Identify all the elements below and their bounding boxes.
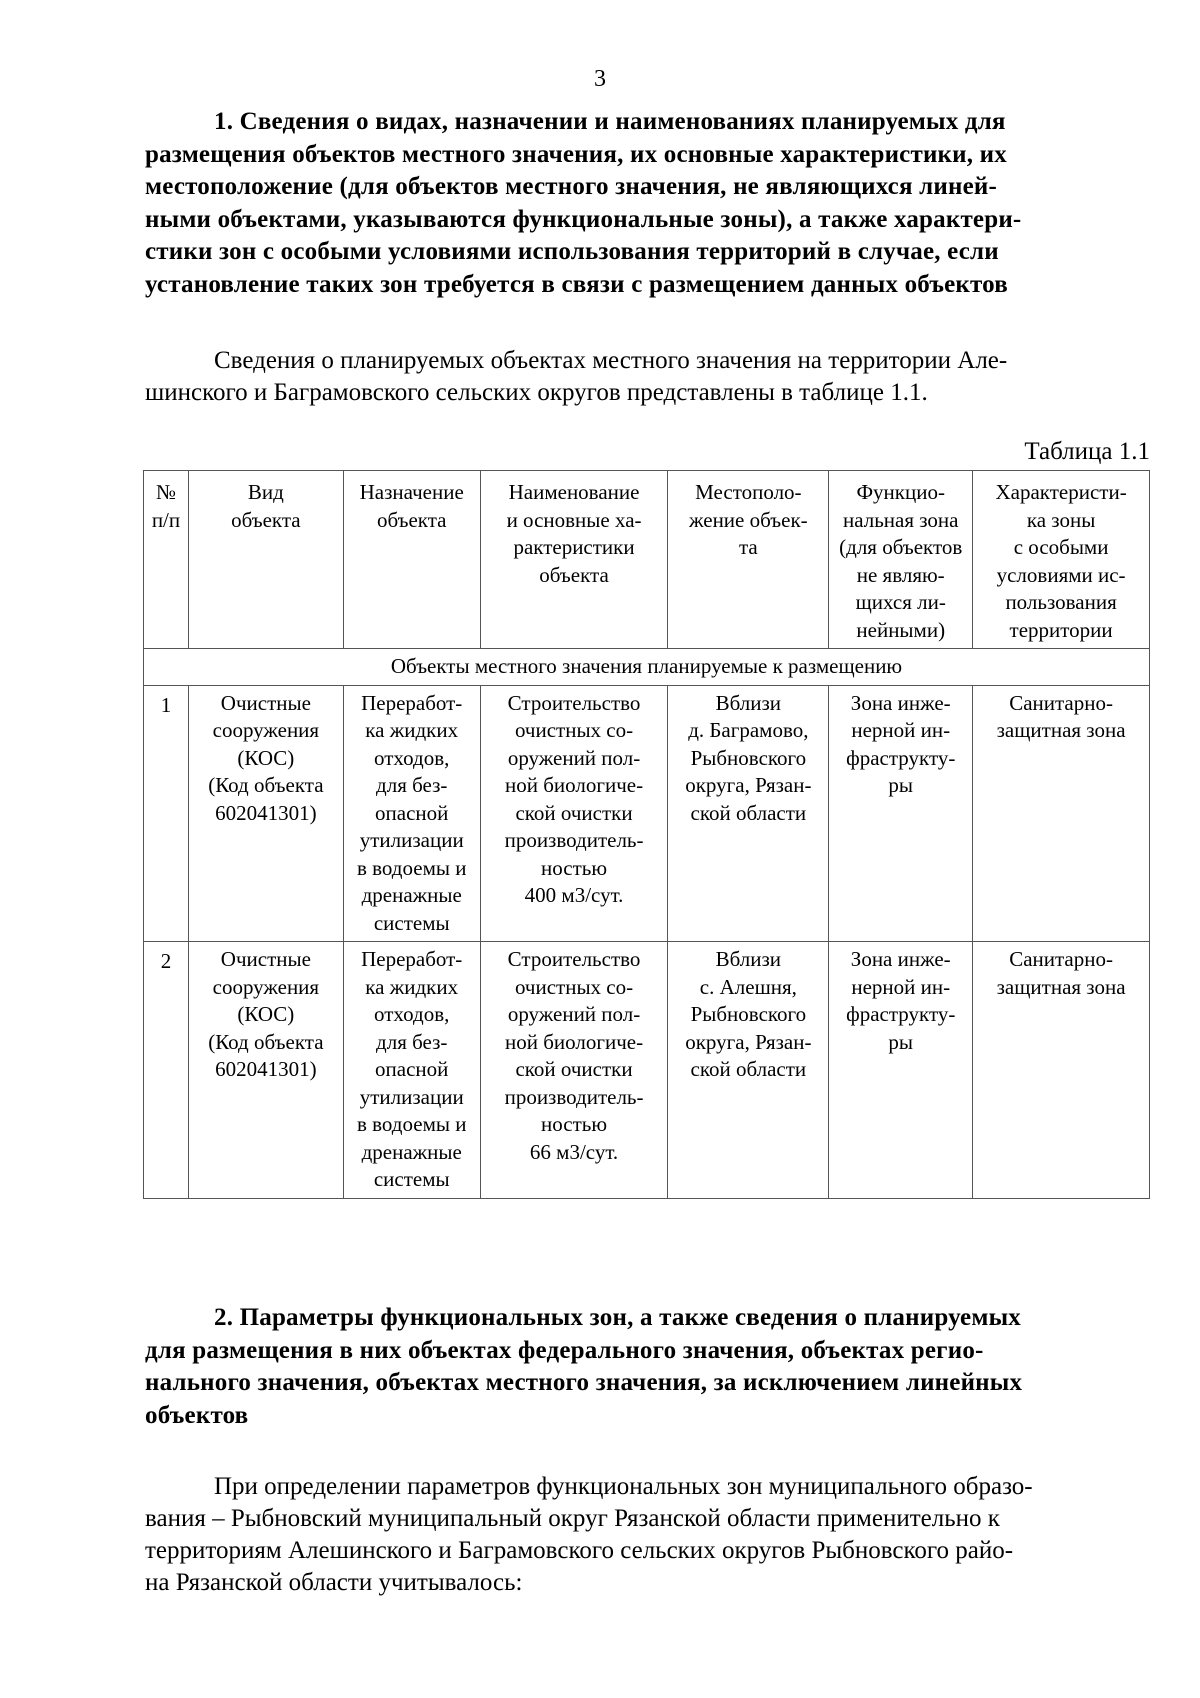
cell-text-line: Рыбновского <box>690 745 807 770</box>
header-text-line: Вид <box>247 480 284 504</box>
cell-text-line: сооружения <box>212 718 320 742</box>
table-cell <box>829 942 973 1199</box>
cell-text-line: ной биологиче- <box>504 773 644 797</box>
paragraph-line: на Рязанской области учитывалось: <box>145 1569 523 1596</box>
header-text-line: территории <box>1009 617 1113 642</box>
table-row <box>144 942 1150 1199</box>
cell-text-line: утилизации <box>359 1084 464 1109</box>
table-section-title: Объекты местного значения планируемые к размещению <box>144 649 1150 686</box>
cell-text-line: 66 м3/сут. <box>529 1139 619 1164</box>
cell-text-line: в водоемы и <box>356 1112 467 1136</box>
heading-line: 2. Параметры функциональных зон, а также сведения о планируемых <box>214 1304 1021 1331</box>
cell-text-line: сооружения <box>212 974 320 999</box>
cell-text-line: утилизации <box>359 828 464 852</box>
section1-paragraph <box>145 345 1150 409</box>
cell-text-line: 2 <box>160 949 172 973</box>
table-header-cell <box>144 471 189 649</box>
cell-text-line: Переработ- <box>361 947 463 971</box>
paragraph-line: шинского и Баграмовского сельских округов представлены в таблице 1.1. <box>145 379 928 406</box>
table-header-cell <box>188 471 343 649</box>
header-text-line: та <box>738 535 758 559</box>
cell-text-line: (Код объекта <box>208 1029 324 1054</box>
header-text-line: нальная зона <box>842 507 959 532</box>
cell-text-line: системы <box>373 910 450 935</box>
cell-text-line: ры <box>888 773 914 797</box>
cell-text-line: Санитарно- <box>1009 690 1113 715</box>
heading-line: для размещения в них объектах федерального значения, объектах регио- <box>145 1336 984 1364</box>
cell-text-line: д. Баграмово, <box>688 718 809 742</box>
table-cell <box>188 685 343 942</box>
cell-text-line: (Код объекта <box>208 773 324 797</box>
heading-line: размещения объектов местного значения, их основные характеристики, их <box>145 140 1007 168</box>
cell-text-line: ры <box>888 1029 914 1054</box>
header-text-line: и основные ха- <box>506 507 642 532</box>
objects-table <box>143 470 1150 1199</box>
table-cell <box>480 942 668 1199</box>
header-text-line: не являю- <box>856 562 945 587</box>
header-text-line: Местополо- <box>695 480 802 504</box>
header-text-line: объекта <box>539 562 609 587</box>
table-cell <box>668 942 829 1199</box>
cell-text-line: ной биологиче- <box>504 1029 644 1054</box>
cell-text-line: дренажные <box>361 883 462 907</box>
cell-text-line: для без- <box>376 1029 448 1054</box>
header-text-line: объекта <box>376 507 447 532</box>
table-cell <box>188 942 343 1199</box>
table-header-cell <box>480 471 668 649</box>
cell-text-line: производитель- <box>504 1084 644 1109</box>
table-header-cell <box>343 471 480 649</box>
cell-text-line: оружений пол- <box>507 1002 641 1026</box>
paragraph-line: территориям Алешинского и Баграмовского сельских округов Рыбновского райо- <box>145 1537 1014 1564</box>
cell-text-line: нерной ин- <box>851 718 951 742</box>
table-header-row <box>144 471 1150 649</box>
heading-line: объектов <box>145 1401 249 1429</box>
cell-text-line: Зона инже- <box>850 690 951 715</box>
header-text-line: п/п <box>151 507 181 532</box>
header-text-line: рактеристики <box>513 535 635 559</box>
table-cell <box>343 942 480 1199</box>
table-cell <box>973 942 1150 1199</box>
section2-heading <box>145 1302 1150 1432</box>
heading-line: местоположение (для объектов местного значения, не являющихся линей- <box>145 173 998 200</box>
table-row <box>144 685 1150 942</box>
cell-text-line: фраструкту- <box>846 745 956 770</box>
cell-text-line: с. Алешня, <box>699 974 797 999</box>
cell-text-line: 602041301) <box>215 800 317 825</box>
header-text-line: условиями ис- <box>996 562 1126 587</box>
paragraph-line: Сведения о планируемых объектах местного значения на территории Але- <box>214 347 1008 374</box>
header-text-line: Характеристи- <box>995 480 1127 504</box>
cell-text-line: Очистные <box>220 947 311 971</box>
header-text-line: Назначение <box>359 480 464 504</box>
header-text-line: № <box>155 480 176 504</box>
table-cell <box>973 685 1150 942</box>
header-text-line: Функцио- <box>856 480 945 504</box>
cell-text-line: защитная зона <box>996 974 1126 999</box>
table-cell <box>343 685 480 942</box>
table-header-cell <box>829 471 973 649</box>
cell-text-line: (КОС) <box>237 745 295 770</box>
cell-text-line: ностью <box>541 1112 608 1136</box>
table-caption: Таблица 1.1 <box>1024 438 1150 465</box>
cell-text-line: в водоемы и <box>356 855 467 880</box>
cell-text-line: опасной <box>375 1057 449 1081</box>
table-cell <box>668 685 829 942</box>
heading-line: 1. Сведения о видах, назначении и наименованиях планируемых для <box>214 108 1006 135</box>
cell-text-line: дренажные <box>361 1139 462 1164</box>
cell-text-line: ской очистки <box>515 800 633 825</box>
cell-text-line: очистных со- <box>514 718 634 742</box>
cell-text-line: производитель- <box>504 828 644 852</box>
cell-text-line: системы <box>373 1167 450 1191</box>
heading-line: установление таких зон требуется в связи с размещением данных объектов <box>145 270 1008 298</box>
table-cell <box>144 685 189 942</box>
table-cell <box>144 942 189 1199</box>
cell-text-line: фраструкту- <box>846 1002 956 1026</box>
cell-text-line: нерной ин- <box>851 974 951 999</box>
cell-text-line: ностью <box>541 855 608 880</box>
cell-text-line: 1 <box>160 692 172 717</box>
heading-line: ными объектами, указываются функциональные зоны), а также характери- <box>145 205 1022 233</box>
cell-text-line: ка жидких <box>365 974 459 999</box>
section2-paragraph <box>145 1471 1150 1599</box>
header-text-line: (для объектов <box>839 535 963 559</box>
header-text-line: Наименование <box>508 480 640 504</box>
heading-line: стики зон с особыми условиями использования территорий в случае, если <box>145 238 999 265</box>
cell-text-line: Санитарно- <box>1009 947 1113 971</box>
cell-text-line: Рыбновского <box>690 1002 807 1026</box>
table-section-row <box>144 649 1150 686</box>
cell-text-line: Переработ- <box>361 690 463 715</box>
table-cell <box>480 685 668 942</box>
cell-text-line: Строительство <box>507 947 641 971</box>
section1-heading <box>145 106 1150 301</box>
paragraph-line: При определении параметров функциональных зон муниципального образо- <box>214 1473 1033 1500</box>
cell-text-line: ской области <box>690 1057 807 1081</box>
header-text-line: пользования <box>1005 590 1117 614</box>
header-text-line: нейными) <box>856 617 946 642</box>
table-header-cell <box>668 471 829 649</box>
cell-text-line: Очистные <box>220 690 311 715</box>
cell-text-line: округа, Рязан- <box>685 773 812 797</box>
cell-text-line: отходов, <box>374 745 450 770</box>
page-number: 3 <box>594 66 606 92</box>
cell-text-line: опасной <box>375 800 449 825</box>
table-cell <box>829 685 973 942</box>
cell-text-line: ской области <box>690 800 807 825</box>
cell-text-line: округа, Рязан- <box>685 1029 812 1054</box>
cell-text-line: для без- <box>376 773 448 797</box>
heading-line: нального значения, объектах местного значения, за исключением линейных <box>145 1369 1023 1396</box>
cell-text-line: Строительство <box>507 690 641 715</box>
header-text-line: объекта <box>231 507 301 532</box>
cell-text-line: Вблизи <box>715 947 782 971</box>
header-text-line: жение объек- <box>689 507 808 532</box>
table-header-cell <box>973 471 1150 649</box>
cell-text-line: оружений пол- <box>507 745 641 770</box>
cell-text-line: 400 м3/сут. <box>524 883 624 907</box>
cell-text-line: защитная зона <box>996 718 1126 742</box>
cell-text-line: (КОС) <box>237 1002 295 1026</box>
cell-text-line: отходов, <box>374 1002 450 1026</box>
cell-text-line: Вблизи <box>715 690 782 715</box>
cell-text-line: очистных со- <box>514 974 634 999</box>
paragraph-line: вания – Рыбновский муниципальный округ Рязанской области применительно к <box>145 1505 1000 1532</box>
header-text-line: ка зоны <box>1026 507 1096 532</box>
cell-text-line: ской очистки <box>515 1057 633 1081</box>
header-text-line: щихся ли- <box>855 590 946 614</box>
cell-text-line: ка жидких <box>365 718 459 742</box>
cell-text-line: 602041301) <box>215 1057 317 1081</box>
header-text-line: с особыми <box>1013 535 1109 559</box>
cell-text-line: Зона инже- <box>850 947 951 971</box>
